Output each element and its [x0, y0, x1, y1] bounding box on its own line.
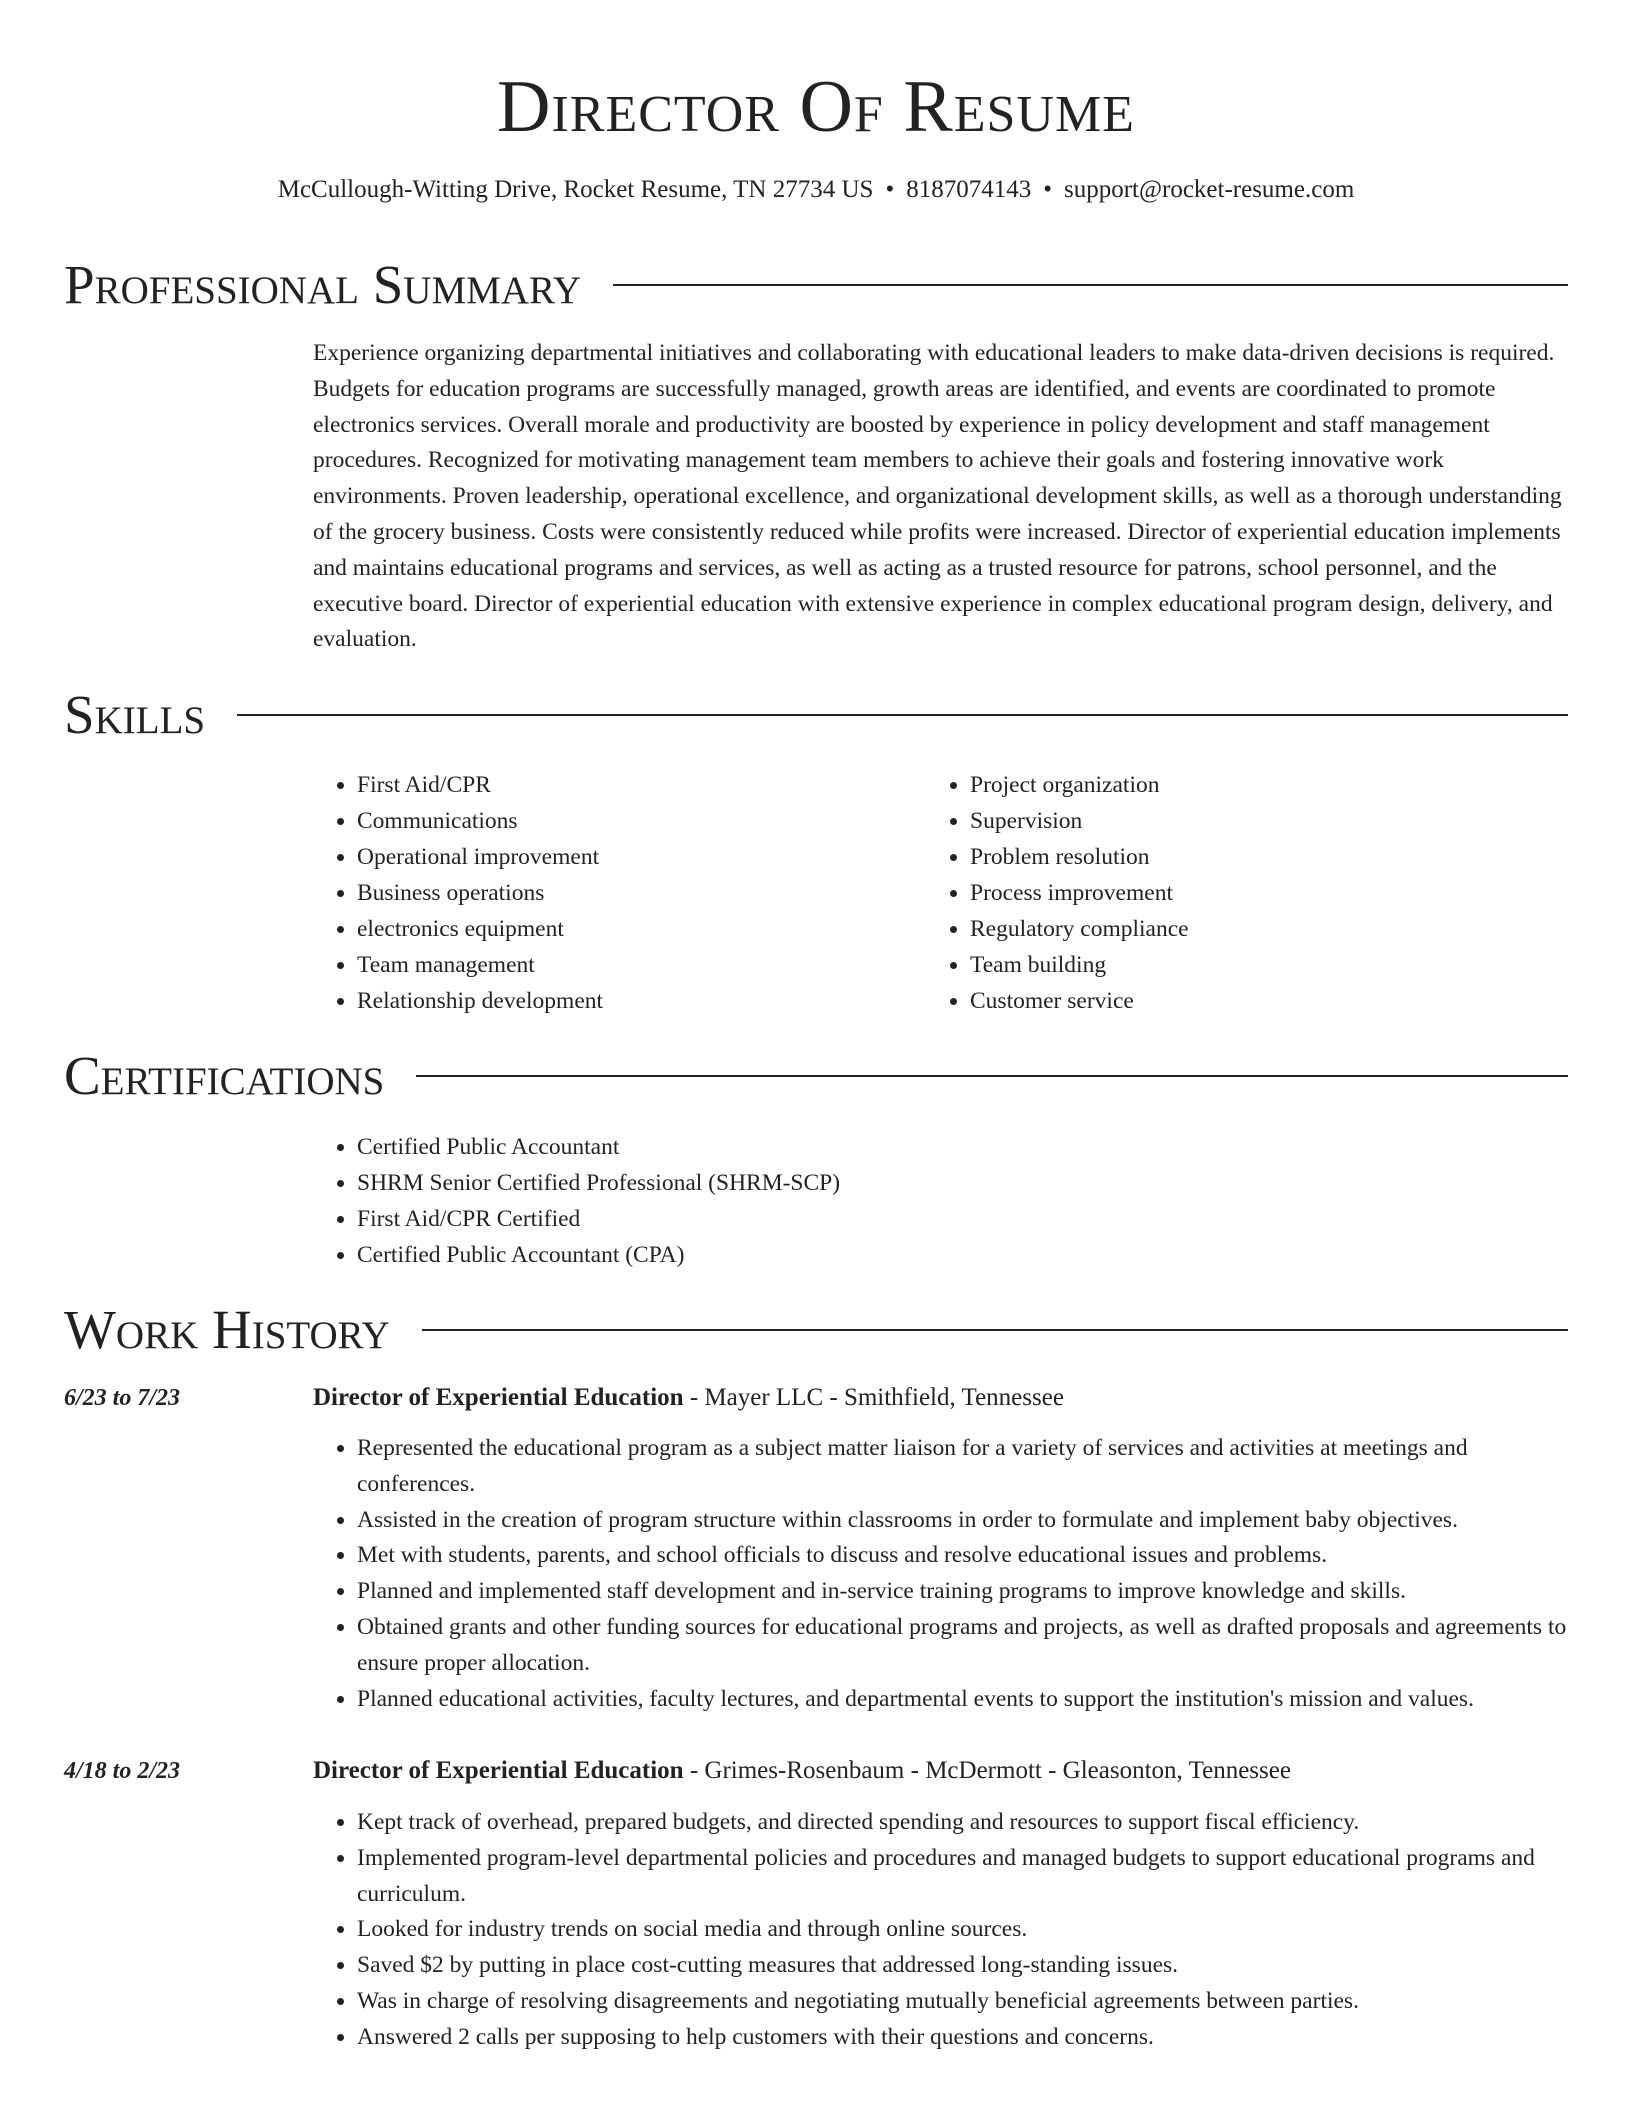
skill-item: • Business operations	[357, 875, 913, 911]
work-history-section-header	[64, 1295, 1568, 1365]
section-divider	[422, 1329, 1568, 1331]
contact-separator: •	[885, 176, 895, 203]
job-heading	[313, 1380, 1568, 1416]
job-bullet: • Obtained grants and other funding sources for educational programs and projects, as well as drafted proposals and agreements to ensure proper allocation.	[357, 1610, 1568, 1682]
resume-name: Director Of Resume	[497, 66, 1135, 148]
skill-item: • Problem resolution	[970, 839, 1546, 875]
certification-item: • Certified Public Accountant (CPA)	[357, 1237, 1313, 1273]
section-divider	[416, 1075, 1568, 1077]
skills-right-column	[926, 767, 1546, 1019]
summary-section-header	[64, 250, 1568, 320]
skill-item: • Customer service	[970, 983, 1546, 1019]
job-employer-location: - Grimes-Rosenbaum - McDermott - Gleasonton, Tennessee	[683, 1757, 1291, 1784]
job-heading	[313, 1753, 1568, 1789]
job-bullet: • Met with students, parents, and school officials to discuss and resolve educational issues and problems.	[357, 1538, 1568, 1574]
job-bullet: • Kept track of overhead, prepared budgets, and directed spending and resources to support fiscal efficiency.	[357, 1805, 1568, 1841]
job-bullets	[313, 1431, 1568, 1717]
job-bullet: • Was in charge of resolving disagreements and negotiating mutually beneficial agreements between parties.	[357, 1984, 1568, 2020]
job-dates: 4/18 to 2/23	[64, 1758, 181, 1784]
skill-item: • Operational improvement	[357, 839, 913, 875]
job-employer-location: - Mayer LLC - Smithfield, Tennessee	[683, 1384, 1064, 1411]
skill-item: • Regulatory compliance	[970, 911, 1546, 947]
job-bullet: • Saved $2 by putting in place cost-cutting measures that addressed long-standing issues.	[357, 1948, 1568, 1984]
skill-item: • Team building	[970, 947, 1546, 983]
job-dates: 6/23 to 7/23	[64, 1385, 181, 1411]
certification-item: • First Aid/CPR Certified	[357, 1201, 1313, 1237]
summary-text: Experience organizing departmental initiatives and collaborating with educational leaders to make data-driven decisions is required. Budgets for education programs are successfully managed, growth areas are identified, and events are coordinated to promote electronics services. Overall morale and productivity are boosted by experience in policy development and staff management procedures. Recognized for motivating management team members to achieve their goals and fostering innovative work environments. Proven leadership, operational excellence, and organizational development skills, as well as a thorough understanding of the grocery business. Costs were consistently reduced while profits were increased. Director of experiential education implements and maintains educational programs and services, as well as acting as a trusted resource for patrons, school personnel, and the executive board. Director of experiential education with extensive experience in complex educational program design, delivery, and evaluation.	[313, 340, 1562, 653]
job-title: Director of Experiential Education	[313, 1384, 684, 1411]
job-bullet: • Planned educational activities, faculty lectures, and departmental events to support the institution's mission and values.	[357, 1682, 1568, 1718]
certifications-section-header	[64, 1041, 1568, 1111]
skill-item: • Communications	[357, 803, 913, 839]
job-bullet: • Looked for industry trends on social media and through online sources.	[357, 1912, 1568, 1948]
skill-item: • Team management	[357, 947, 913, 983]
skill-item: • Project organization	[970, 767, 1546, 803]
job-bullet: • Planned and implemented staff development and in-service training programs to improve knowledge and skills.	[357, 1574, 1568, 1610]
skill-item: • Process improvement	[970, 875, 1546, 911]
certifications-list	[313, 1129, 1313, 1273]
contact-separator: •	[1043, 176, 1052, 203]
job-bullet: • Represented the educational program as a subject matter liaison for a variety of services and activities at meetings and conferences.	[357, 1431, 1568, 1503]
skill-item: • Supervision	[970, 803, 1546, 839]
contact-phone: 8187074143	[906, 176, 1032, 203]
certification-item: • SHRM Senior Certified Professional (SHRM-SCP)	[357, 1165, 1313, 1201]
skills-heading: Skills	[64, 684, 206, 745]
contact-email: support@rocket-resume.com	[1063, 176, 1355, 203]
certifications-heading: Certifications	[64, 1045, 385, 1106]
certification-item: • Certified Public Accountant	[357, 1129, 1313, 1165]
skills-section-header	[64, 680, 1568, 750]
skill-item: • electronics equipment	[357, 911, 913, 947]
job-bullets	[313, 1805, 1568, 2056]
job-bullet: • Answered 2 calls per supposing to help customers with their questions and concerns.	[357, 2020, 1568, 2056]
work-history-heading: Work History	[64, 1299, 390, 1360]
contact-address: McCullough-Witting Drive, Rocket Resume, TN 27734 US	[277, 176, 874, 203]
contact-line	[0, 170, 1632, 210]
section-divider	[613, 284, 1568, 286]
summary-heading: Professional Summary	[64, 254, 582, 315]
skills-left-column	[313, 767, 913, 1019]
job-bullet: • Assisted in the creation of program structure within classrooms in order to formulate and implement baby objectives.	[357, 1503, 1568, 1539]
skill-item: • First Aid/CPR	[357, 767, 913, 803]
section-divider	[237, 714, 1568, 716]
skill-item: • Relationship development	[357, 983, 913, 1019]
job-title: Director of Experiential Education	[313, 1757, 684, 1784]
job-bullet: • Implemented program-level departmental policies and procedures and managed budgets to support educational programs and curriculum.	[357, 1841, 1568, 1913]
